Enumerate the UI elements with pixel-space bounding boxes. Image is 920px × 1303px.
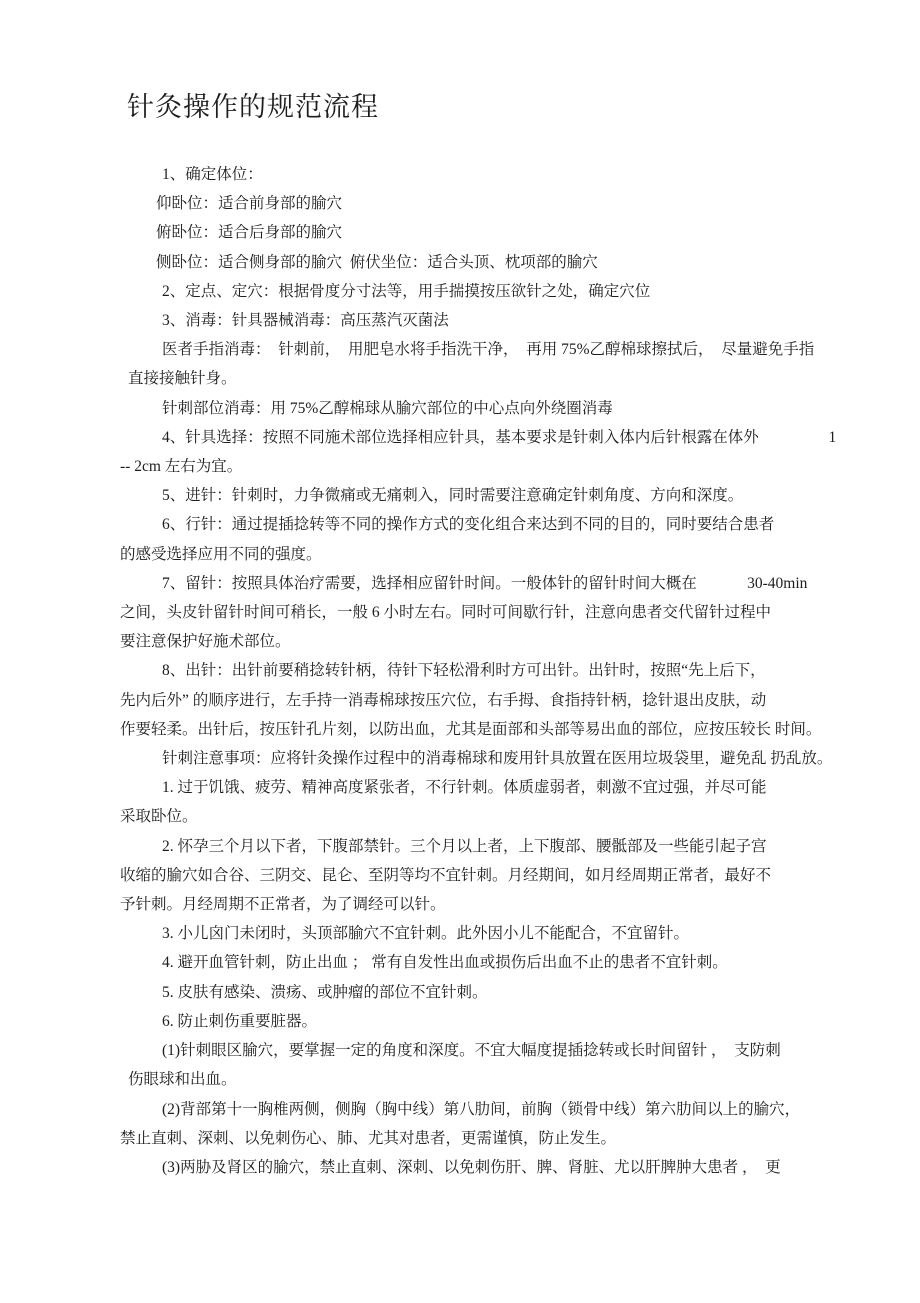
text-line: 2. 怀孕三个月以下者，下腹部禁针。三个月以上者，上下腹部、腰骶部及一些能引起子宫 <box>162 837 767 855</box>
text-line: 5、进针：针刺时，力争微痛或无痛刺入，同时需要注意确定针刺角度、方向和深度。 <box>162 487 744 505</box>
text-line: 作要轻柔。出针后，按压针孔片刻，以防出血，尤其是面部和头部等易出血的部位，应按压较长 时间。 <box>120 720 822 738</box>
text-line: 之间，头皮针留针时间可稍长，一般 6 小时左右。同时可间歇行针，注意向患者交代留针过程中 <box>120 604 772 622</box>
text-line: 采取卧位。 <box>120 808 198 826</box>
text-line: 仰卧位：适合前身部的腧穴 <box>156 195 343 213</box>
document-title: 针灸操作的规范流程 <box>127 92 379 122</box>
text-line: 针刺注意事项：应将针灸操作过程中的消毒棉球和废用针具放置在医用垃圾袋里，避免乱 扔乱放。 <box>162 750 833 768</box>
text-line: 收缩的腧穴如合谷、三阴交、昆仑、至阴等均不宜针刺。月经期间，如月经周期正常者，最好不 <box>120 866 772 884</box>
text-line: 3. 小儿囟门未闭时，头顶部腧穴不宜针刺。此外因小儿不能配合，不宜留针。 <box>162 925 690 943</box>
text-line: -- 2cm 左右为宜。 <box>120 458 243 476</box>
text-line: 直接接触针身。 <box>128 370 237 388</box>
text-line: 俯卧位：适合后身部的腧穴 <box>156 224 343 242</box>
text-line: 6. 防止刺伤重要脏器。 <box>162 1012 318 1030</box>
text-line: 要注意保护好施术部位。 <box>120 633 291 651</box>
text-line: 3、消毒：针具器械消毒：高压蒸汽灭菌法 <box>162 312 449 330</box>
text-line: 1. 过于饥饿、疲劳、精神高度紧张者，不行针刺。体质虚弱者，刺激不宜过强，并尽可能 <box>162 779 767 797</box>
text-line: 6、行针：通过提插捻转等不同的操作方式的变化组合来达到不同的目的，同时要结合患者 <box>162 516 775 534</box>
text-line: (3)两胁及肾区的腧穴，禁止直刺、深刺、以免刺伤肝、脾、肾脏、尤以肝脾肿大患者 ， 更 <box>162 1158 781 1176</box>
text-line: 的感受选择应用不同的强度。 <box>120 545 322 563</box>
text-line: 伤眼球和出血。 <box>128 1071 237 1089</box>
text-line: 针刺部位消毒：用 75%乙醇棉球从腧穴部位的中心点向外绕圈消毒 <box>162 399 613 417</box>
text-line: 8、出针：出针前要稍捻转针柄，待针下轻松滑利时方可出针。出针时，按照“先上后下， <box>162 662 766 680</box>
text-line: 2、定点、定穴：根据骨度分寸法等，用手揣摸按压欲针之处，确定穴位 <box>162 282 651 300</box>
text-line: (2)背部第十一胸椎两侧，侧胸（胸中线）第八肋间，前胸（锁骨中线）第六肋间以上的腧穴， <box>162 1100 801 1118</box>
text-line: 4、针具选择：按照不同施术部位选择相应针具，基本要求是针刺入体内后针根露在体外 1 <box>162 428 837 446</box>
text-line: 医者手指消毒： 针刺前， 用肥皂水将手指洗干净， 再用 75%乙醇棉球擦拭后， 尽量避免手指 <box>162 341 815 359</box>
text-line: 先内后外” 的顺序进行，左手持一消毒棉球按压穴位，右手拇、食指持针柄，捻针退出皮肤，动 <box>120 691 767 709</box>
text-line: 1、确定体位： <box>162 166 263 183</box>
text-line: (1)针刺眼区腧穴，要掌握一定的角度和深度。不宜大幅度提插捻转或长时间留针 ， 支防刺 <box>162 1042 781 1060</box>
text-line: 禁止直刺、深刺、以免刺伤心、肺、尤其对患者，更需谨慎，防止发生。 <box>120 1129 617 1147</box>
text-line: 予针刺。月经周期不正常者，为了调经可以针。 <box>120 896 446 914</box>
text-line: 侧卧位：适合侧身部的腧穴 俯伏坐位：适合头顶、枕项部的腧穴 <box>156 253 598 271</box>
text-line: 5. 皮肤有感染、溃疡、或肿瘤的部位不宜针刺。 <box>162 983 488 1001</box>
text-line: 4. 避开血管针刺，防止出血 ； 常有自发性出血或损伤后出血不止的患者不宜针刺。 <box>162 954 728 972</box>
text-line: 7、留针：按照具体治疗需要，选择相应留针时间。一般体针的留针时间大概在 30-40min <box>162 574 808 592</box>
document-body <box>120 160 837 1182</box>
